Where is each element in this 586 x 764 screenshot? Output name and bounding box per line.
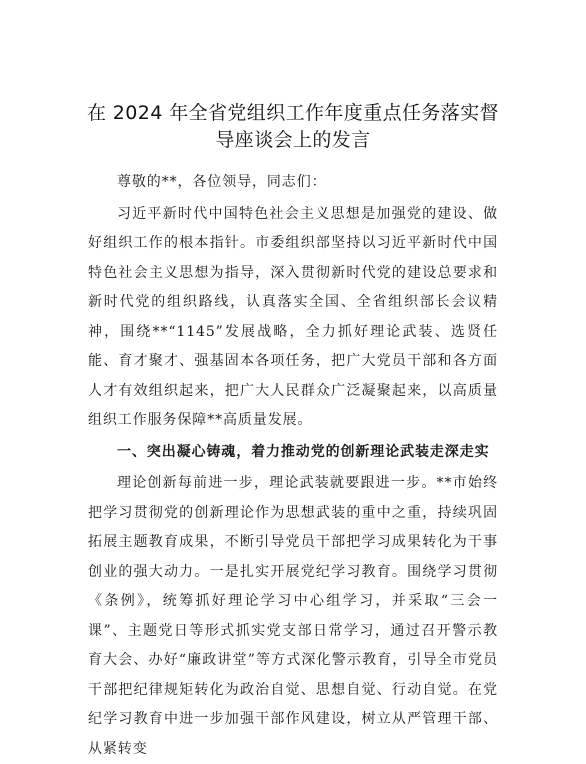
document-title (80, 100, 506, 154)
paragraph-section-1: 理论创新每前进一步，理论武装就要跟进一步。**市始终把学习贯彻党的创新理论作为思想武装的重中之重，持续巩固拓展主题教育成果，不断引导党员干部把学习成果转化为干事创业的强大动力。一是扎实开展党纪学习教育。围绕学习贯彻《条例》，统筹抓好理论学习中心组学习，并采取“三会一课”、主题党日等形式抓实党支部日常学习，通过召开警示教育大会、办好“廉政讲堂”等方式深化警示教育，引导全市党员干部把纪律规矩转化为政治自觉、思想自觉、行动自觉。在党纪学习教育中进一步加强干部作风建设，树立从严管理干部、从紧转变 (88, 475, 498, 757)
paragraph-intro: 习近平新时代中国特色社会主义思想是加强党的建设、做好组织工作的根本指针。市委组织部坚持以习近平新时代中国特色社会主义思想为指导，深入贯彻新时代党的建设总要求和新时代党的组织路线，认真落实全国、全省组织部长会议精神，围绕**“1145”发展战略，全力抓好理论武装、选贤任能、育才聚才、强基固本各项任务，把广大党员干部和各方面人才有效组织起来，把广大人民群众广泛凝聚起来，以高质量组织工作服务保障**高质量发展。 (88, 205, 498, 428)
title-line-2: 导座谈会上的发言 (215, 129, 371, 151)
section-heading-1: 一、突出凝心铸魂，着力推动党的创新理论武装走深走实 (117, 443, 490, 460)
document-body (88, 168, 498, 764)
salutation: 尊敬的**，各位领导，同志们： (117, 174, 327, 190)
title-line-1: 在 2024 年全省党组织工作年度重点任务落实督 (86, 102, 500, 124)
